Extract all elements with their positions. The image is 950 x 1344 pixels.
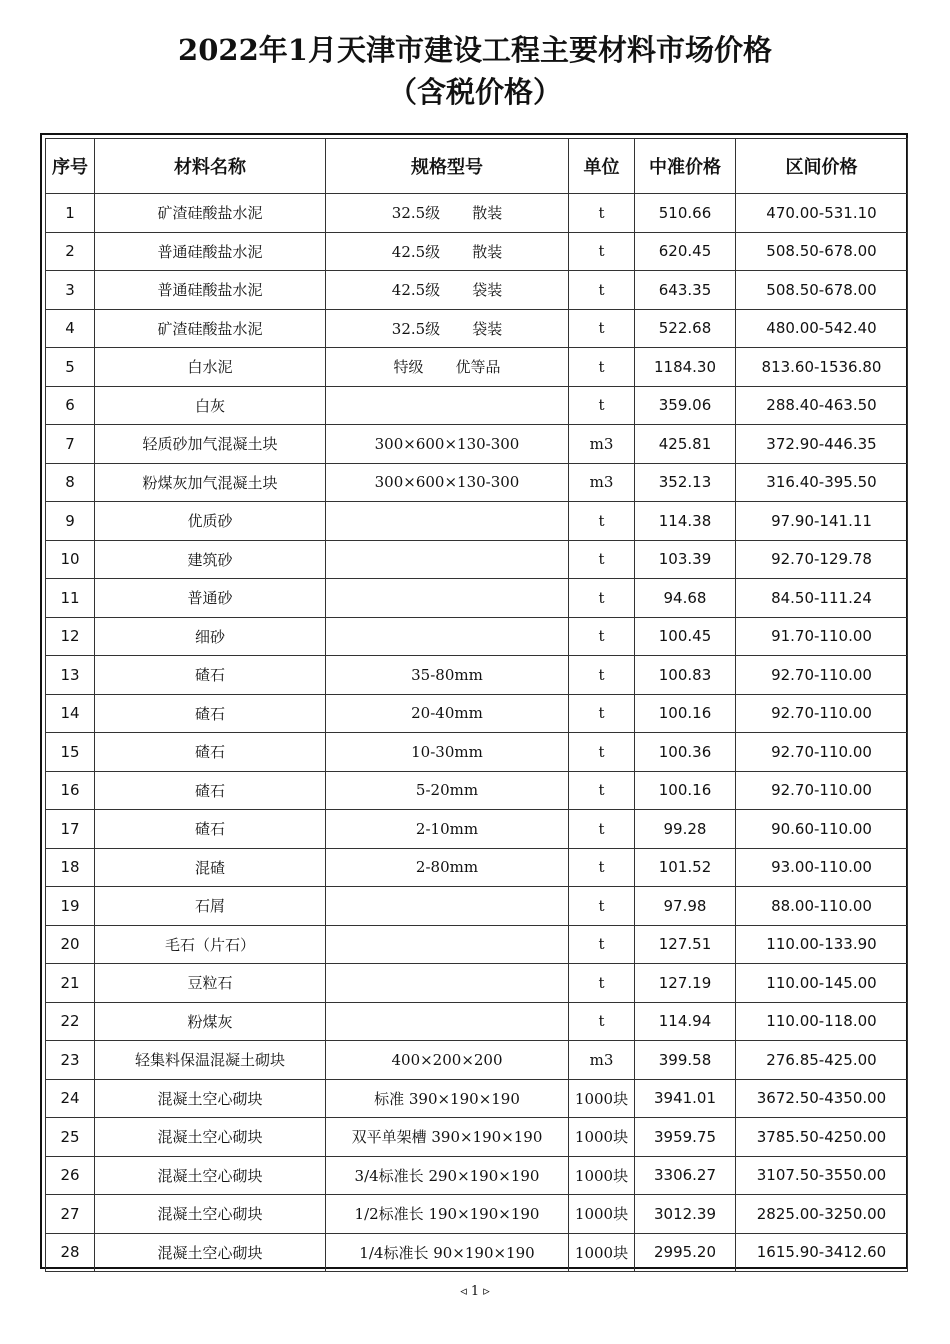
unit: t (569, 232, 635, 271)
row-no: 18 (46, 848, 95, 887)
range-price: 93.00-110.00 (736, 848, 908, 887)
spec-part: 双平单架槽 390×190×190 (351, 1128, 543, 1147)
unit: t (569, 810, 635, 849)
unit: m3 (569, 1041, 635, 1080)
mid-price: 99.28 (635, 810, 736, 849)
row-no: 13 (46, 656, 95, 695)
mid-price: 100.16 (635, 771, 736, 810)
material-name: 碴石 (95, 810, 326, 849)
unit: t (569, 694, 635, 733)
spec-part: 400×200×200 (391, 1050, 503, 1069)
spec (326, 540, 569, 579)
table-row (46, 386, 908, 425)
range-price: 92.70-110.00 (736, 694, 908, 733)
row-no: 7 (46, 425, 95, 464)
spec (326, 348, 569, 387)
material-name: 矿渣硅酸盐水泥 (95, 309, 326, 348)
range-price: 110.00-118.00 (736, 1002, 908, 1041)
row-no: 5 (46, 348, 95, 387)
material-name: 普通硅酸盐水泥 (95, 271, 326, 310)
unit: t (569, 733, 635, 772)
mid-price: 510.66 (635, 194, 736, 233)
header-unit: 单位 (569, 139, 635, 194)
table-row (46, 1156, 908, 1195)
spec-part: 2-10mm (415, 819, 479, 838)
spec (326, 887, 569, 926)
material-name: 混碴 (95, 848, 326, 887)
material-name: 粉煤灰 (95, 1002, 326, 1041)
material-name: 矿渣硅酸盐水泥 (95, 194, 326, 233)
spec (326, 194, 569, 233)
spec (326, 386, 569, 425)
spec (326, 925, 569, 964)
spec (326, 425, 569, 464)
unit: t (569, 194, 635, 233)
table-row (46, 1233, 908, 1272)
material-name: 石屑 (95, 887, 326, 926)
spec-part: 标准 390×190×190 (374, 1089, 520, 1108)
table-row (46, 194, 908, 233)
spec-part: 特级 (393, 358, 424, 377)
range-price: 470.00-531.10 (736, 194, 908, 233)
table-row (46, 848, 908, 887)
spec (326, 271, 569, 310)
mid-price: 101.52 (635, 848, 736, 887)
table-row (46, 771, 908, 810)
unit: 1000块 (569, 1233, 635, 1272)
mid-price: 100.45 (635, 617, 736, 656)
unit: t (569, 848, 635, 887)
range-price: 90.60-110.00 (736, 810, 908, 849)
spec (326, 463, 569, 502)
row-no: 19 (46, 887, 95, 926)
mid-price: 643.35 (635, 271, 736, 310)
spec-part: 35-80mm (411, 665, 483, 684)
spec (326, 502, 569, 541)
material-name: 碴石 (95, 733, 326, 772)
material-name: 碴石 (95, 694, 326, 733)
table-row (46, 694, 908, 733)
row-no: 28 (46, 1233, 95, 1272)
unit: t (569, 617, 635, 656)
mid-price: 3959.75 (635, 1118, 736, 1157)
range-price: 480.00-542.40 (736, 309, 908, 348)
row-no: 16 (46, 771, 95, 810)
range-price: 88.00-110.00 (736, 887, 908, 926)
page-title: 2022年1月天津市建设工程主要材料市场价格 (178, 33, 772, 67)
spec-part: 3/4标准长 290×190×190 (354, 1166, 540, 1185)
unit: t (569, 579, 635, 618)
row-no: 23 (46, 1041, 95, 1080)
row-no: 21 (46, 964, 95, 1003)
row-no: 15 (46, 733, 95, 772)
spec (326, 964, 569, 1003)
material-name: 豆粒石 (95, 964, 326, 1003)
mid-price: 352.13 (635, 463, 736, 502)
price-table-frame (40, 133, 908, 1269)
spec (326, 1002, 569, 1041)
material-name: 建筑砂 (95, 540, 326, 579)
header-range-price: 区间价格 (736, 139, 908, 194)
unit: t (569, 1002, 635, 1041)
row-no: 10 (46, 540, 95, 579)
mid-price: 103.39 (635, 540, 736, 579)
row-no: 26 (46, 1156, 95, 1195)
spec-part: 散装 (472, 204, 503, 223)
range-price: 3107.50-3550.00 (736, 1156, 908, 1195)
table-header-row (46, 139, 908, 194)
material-name: 碴石 (95, 656, 326, 695)
spec (326, 1233, 569, 1272)
spec-part: 1/2标准长 190×190×190 (354, 1205, 540, 1224)
unit: t (569, 386, 635, 425)
mid-price: 97.98 (635, 887, 736, 926)
material-name: 碴石 (95, 771, 326, 810)
material-name: 普通砂 (95, 579, 326, 618)
spec-part: 5-20mm (415, 781, 479, 800)
range-price: 3672.50-4350.00 (736, 1079, 908, 1118)
mid-price: 3012.39 (635, 1195, 736, 1234)
unit: t (569, 271, 635, 310)
range-price: 2825.00-3250.00 (736, 1195, 908, 1234)
row-no: 11 (46, 579, 95, 618)
range-price: 372.90-446.35 (736, 425, 908, 464)
material-name: 优质砂 (95, 502, 326, 541)
spec (326, 694, 569, 733)
header-name: 材料名称 (95, 139, 326, 194)
spec-part: 1/4标准长 90×190×190 (359, 1243, 535, 1262)
row-no: 27 (46, 1195, 95, 1234)
mid-price: 399.58 (635, 1041, 736, 1080)
row-no: 24 (46, 1079, 95, 1118)
table-row (46, 1195, 908, 1234)
row-no: 12 (46, 617, 95, 656)
material-name: 轻质砂加气混凝土块 (95, 425, 326, 464)
row-no: 22 (46, 1002, 95, 1041)
range-price: 92.70-110.00 (736, 733, 908, 772)
unit: 1000块 (569, 1156, 635, 1195)
spec-part: 袋装 (472, 319, 503, 338)
page-number: ◃ 1 ▹ (460, 1284, 490, 1299)
mid-price: 100.83 (635, 656, 736, 695)
range-price: 92.70-129.78 (736, 540, 908, 579)
mid-price: 522.68 (635, 309, 736, 348)
row-no: 20 (46, 925, 95, 964)
spec-part: 300×600×130-300 (374, 434, 520, 453)
material-name: 白灰 (95, 386, 326, 425)
page-subtitle: （含税价格） (387, 75, 562, 109)
range-price: 92.70-110.00 (736, 771, 908, 810)
range-price: 92.70-110.00 (736, 656, 908, 695)
material-name: 轻集料保温混凝土砌块 (95, 1041, 326, 1080)
unit: t (569, 964, 635, 1003)
spec-part: 10-30mm (411, 742, 483, 761)
table-row (46, 232, 908, 271)
range-price: 813.60-1536.80 (736, 348, 908, 387)
spec (326, 579, 569, 618)
material-name: 粉煤灰加气混凝土块 (95, 463, 326, 502)
material-name: 普通硅酸盐水泥 (95, 232, 326, 271)
table-row (46, 1118, 908, 1157)
table-row (46, 733, 908, 772)
mid-price: 359.06 (635, 386, 736, 425)
range-price: 84.50-111.24 (736, 579, 908, 618)
table-row (46, 925, 908, 964)
mid-price: 100.16 (635, 694, 736, 733)
mid-price: 127.51 (635, 925, 736, 964)
table-row (46, 425, 908, 464)
material-name: 混凝土空心砌块 (95, 1079, 326, 1118)
spec-part: 32.5级 (391, 204, 441, 223)
table-row (46, 348, 908, 387)
table-row (46, 271, 908, 310)
row-no: 14 (46, 694, 95, 733)
table-row (46, 887, 908, 926)
unit: t (569, 656, 635, 695)
material-name: 白水泥 (95, 348, 326, 387)
spec (326, 656, 569, 695)
range-price: 110.00-145.00 (736, 964, 908, 1003)
table-row (46, 656, 908, 695)
table-body (46, 194, 908, 1272)
spec-part: 优等品 (455, 358, 501, 377)
unit: t (569, 925, 635, 964)
row-no: 9 (46, 502, 95, 541)
mid-price: 620.45 (635, 232, 736, 271)
material-name: 细砂 (95, 617, 326, 656)
range-price: 91.70-110.00 (736, 617, 908, 656)
row-no: 8 (46, 463, 95, 502)
range-price: 276.85-425.00 (736, 1041, 908, 1080)
spec (326, 1118, 569, 1157)
spec-part: 42.5级 (391, 242, 441, 261)
material-name: 混凝土空心砌块 (95, 1195, 326, 1234)
header-spec: 规格型号 (326, 139, 569, 194)
row-no: 4 (46, 309, 95, 348)
spec-part: 2-80mm (415, 858, 479, 877)
spec (326, 1195, 569, 1234)
mid-price: 100.36 (635, 733, 736, 772)
spec (326, 1156, 569, 1195)
spec (326, 617, 569, 656)
spec (326, 810, 569, 849)
table-row (46, 540, 908, 579)
spec (326, 733, 569, 772)
table-row (46, 617, 908, 656)
material-name: 混凝土空心砌块 (95, 1156, 326, 1195)
material-name: 毛石（片石） (95, 925, 326, 964)
row-no: 2 (46, 232, 95, 271)
spec-part: 散装 (472, 242, 503, 261)
spec-part: 20-40mm (411, 704, 483, 723)
spec (326, 1041, 569, 1080)
unit: t (569, 771, 635, 810)
range-price: 508.50-678.00 (736, 232, 908, 271)
spec (326, 232, 569, 271)
table-row (46, 810, 908, 849)
unit: t (569, 348, 635, 387)
unit: m3 (569, 463, 635, 502)
range-price: 3785.50-4250.00 (736, 1118, 908, 1157)
range-price: 288.40-463.50 (736, 386, 908, 425)
material-name: 混凝土空心砌块 (95, 1233, 326, 1272)
spec-part: 袋装 (472, 281, 503, 300)
price-table (45, 138, 908, 1272)
row-no: 25 (46, 1118, 95, 1157)
spec (326, 771, 569, 810)
table-row (46, 964, 908, 1003)
unit: t (569, 887, 635, 926)
header-mid-price: 中准价格 (635, 139, 736, 194)
mid-price: 94.68 (635, 579, 736, 618)
unit: 1000块 (569, 1195, 635, 1234)
row-no: 6 (46, 386, 95, 425)
mid-price: 114.94 (635, 1002, 736, 1041)
row-no: 3 (46, 271, 95, 310)
table-row (46, 1041, 908, 1080)
unit: t (569, 540, 635, 579)
spec (326, 309, 569, 348)
spec (326, 1079, 569, 1118)
mid-price: 3306.27 (635, 1156, 736, 1195)
spec-part: 42.5级 (391, 281, 441, 300)
material-name: 混凝土空心砌块 (95, 1118, 326, 1157)
unit: t (569, 309, 635, 348)
range-price: 97.90-141.11 (736, 502, 908, 541)
mid-price: 2995.20 (635, 1233, 736, 1272)
unit: m3 (569, 425, 635, 464)
unit: 1000块 (569, 1118, 635, 1157)
table-row (46, 502, 908, 541)
range-price: 316.40-395.50 (736, 463, 908, 502)
range-price: 508.50-678.00 (736, 271, 908, 310)
mid-price: 114.38 (635, 502, 736, 541)
table-row (46, 309, 908, 348)
table-row (46, 1002, 908, 1041)
table-row (46, 579, 908, 618)
unit: t (569, 502, 635, 541)
table-row (46, 1079, 908, 1118)
mid-price: 127.19 (635, 964, 736, 1003)
spec (326, 848, 569, 887)
row-no: 1 (46, 194, 95, 233)
mid-price: 1184.30 (635, 348, 736, 387)
range-price: 110.00-133.90 (736, 925, 908, 964)
mid-price: 425.81 (635, 425, 736, 464)
range-price: 1615.90-3412.60 (736, 1233, 908, 1272)
row-no: 17 (46, 810, 95, 849)
unit: 1000块 (569, 1079, 635, 1118)
header-no: 序号 (46, 139, 95, 194)
mid-price: 3941.01 (635, 1079, 736, 1118)
spec-part: 32.5级 (391, 319, 441, 338)
table-row (46, 463, 908, 502)
spec-part: 300×600×130-300 (374, 473, 520, 492)
